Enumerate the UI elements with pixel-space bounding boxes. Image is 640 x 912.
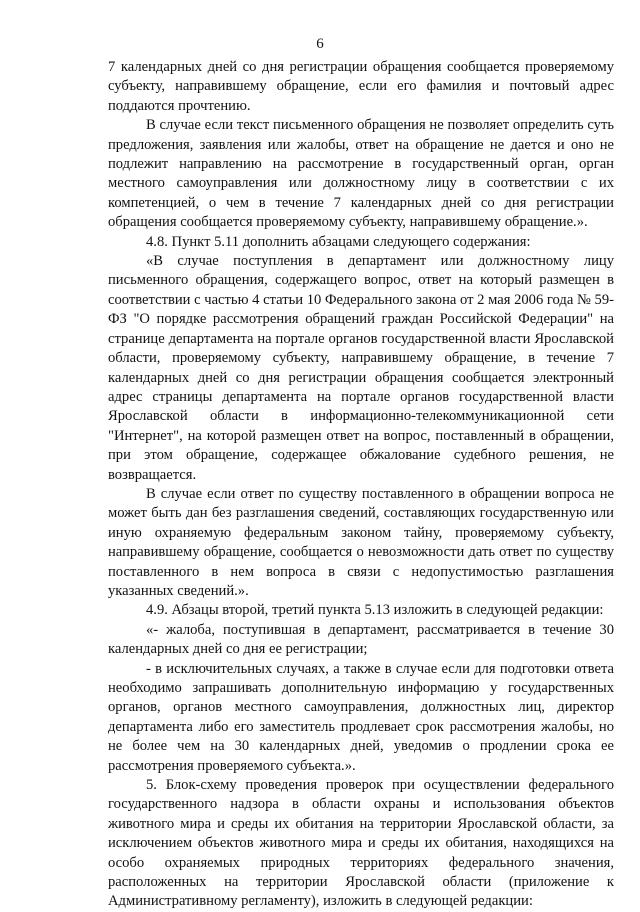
paragraph-unclear-text: В случае если текст письменного обращения не позволяет определить суть предложения, заявления или жалобы, ответ на обращение не дается и оно не подлежит направлению на рассмотрение в государственный орган, орган местного самоуправления или должностному лицу в соответствии с их компетенцией, о чем в течение 7 календарных дней со дня регистрации обращения сообщается проверяемому субъекту, направившему обращение.».: [108, 117, 614, 231]
paragraph-published-answer: «В случае поступления в департамент или должностному лицу письменного обращения, содержащего вопрос, ответ на который размещен в соответствии с частью 4 статьи 10 Федерального закона от 2 мая 2006 года № 59-ФЗ "О порядке рассмотрения обращений граждан Российской Федерации" на странице департамента на портале органов государственной власти Ярославской области, проверяемому субъекту, направившему обращение, в течение 7 календарных дней со дня регистрации обращения сообщается электронный адрес страницы департамента на портале органов государственной власти Ярославской области в информационно-телекоммуникационной сети "Интернет", на которой размещен ответ на вопрос, поставленный в обращении, при этом обращение, содержащее обжалование судебного решения, не возвращается.: [108, 253, 614, 483]
paragraph-continuation: 7 календарных дней со дня регистрации обращения сообщается проверяемому субъекту, направившему обращение, если его фамилия и почтовый адрес поддаются прочтению.: [108, 59, 614, 114]
paragraph-item-4-9: 4.9. Абзацы второй, третий пункта 5.13 изложить в следующей редакции:: [146, 602, 604, 619]
paragraph-item-4-8: 4.8. Пункт 5.11 дополнить абзацами следующего содержания:: [146, 233, 531, 250]
page-number: 6: [316, 36, 324, 52]
paragraph-secret-info: В случае если ответ по существу поставленного в обращении вопроса не может быть дан без разглашения сведений, составляющих государственную или иную охраняемую федеральным законом тайну, проверяемому субъекту, направившему обращение, сообщается о невозможности дать ответ по существу поставленного в нем вопроса в связи с недопустимостью разглашения указанных сведений.».: [108, 485, 614, 599]
paragraph-extension: - в исключительных случаях, а также в случае если для подготовки ответа необходимо запрашивать дополнительную информацию у государственных органов, органов местного самоуправления, должностных лиц, директор департамента либо его заместитель продлевает срок рассмотрения жалобы, но не более чем на 30 календарных дней, уведомив о продлении срока ее рассмотрения проверяемого субъекта.».: [108, 660, 614, 774]
paragraph-item-5: 5. Блок-схему проведения проверок при осуществлении федерального государственного надзора в области охраны и использования объектов животного мира и среды их обитания на территории Ярославской области, за исключением объектов животного мира и среды их обитания, находящихся на особо охраняемых природных территориях федерального значения, расположенных на территории Ярославской области (приложение к Административному регламенту), изложить в следующей редакции:: [108, 777, 614, 910]
document-body: [108, 58, 614, 912]
paragraph-complaint-term: «- жалоба, поступившая в департамент, рассматривается в течение 30 календарных дней со дня ее регистрации;: [108, 621, 614, 658]
